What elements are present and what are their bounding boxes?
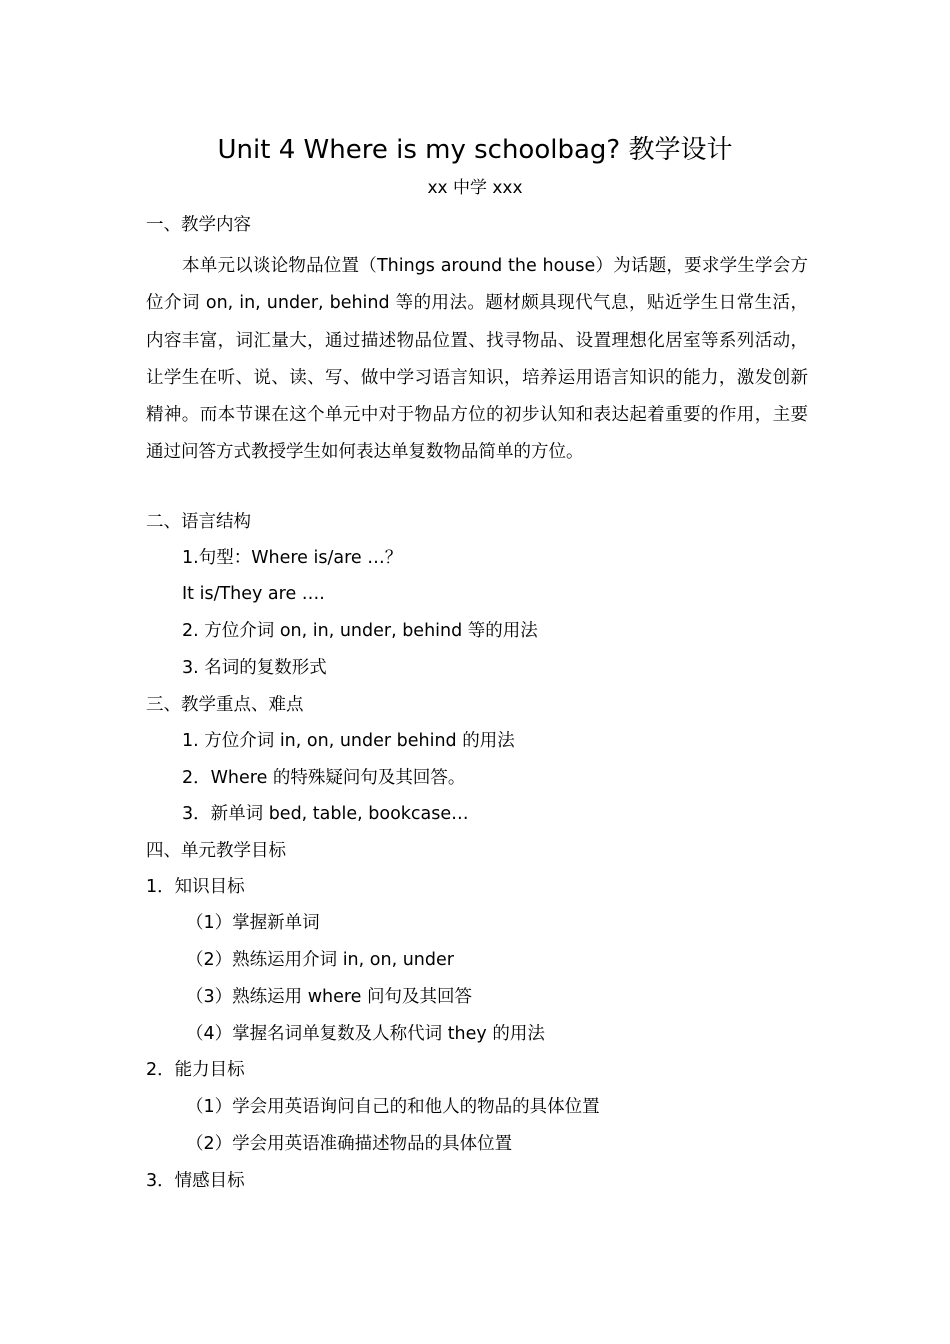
section-heading-objectives: 四、单元教学目标	[146, 841, 286, 861]
structure-item: It is/They are ….	[182, 584, 325, 604]
content-paragraph: 本单元以谈论物品位置（Things around the house）为话题，要求学生学会方位介词 on, in, under, behind 等的用法。题材颇具现代气息，贴近学生日常生活，内容丰富，词汇量大，通过描述物品位置、找寻物品、设置理想化居室等系列活动，让学生在听、说、读、写、做中学习语言知识，培养运用语言知识的能力，激发创新精神。而本节课在这个单元中对于物品方位的初步认知和表达起着重要的作用，主要通过问答方式教授学生如何表达单复数物品简单的方位。	[146, 256, 808, 463]
structure-item: 1.句型：Where is/are …？	[182, 548, 403, 568]
knowledge-item: （4）掌握名词单复数及人称代词 they 的用法	[186, 1024, 545, 1044]
document-title: Unit 4 Where is my schoolbag? 教学设计	[217, 135, 733, 165]
key-point-item: 1. 方位介词 in, on, under behind 的用法	[182, 731, 515, 751]
objective-heading-knowledge: 1．知识目标	[146, 877, 245, 897]
objective-heading-ability: 2．能力目标	[146, 1060, 245, 1080]
ability-item: （2）学会用英语准确描述物品的具体位置	[186, 1134, 513, 1154]
structure-item: 2. 方位介词 on, in, under, behind 等的用法	[182, 621, 538, 641]
knowledge-item: （2）熟练运用介词 in, on, under	[186, 950, 454, 970]
author-line: xx 中学 xxx	[427, 178, 523, 198]
knowledge-item: （1）掌握新单词	[186, 913, 320, 933]
section-heading-content: 一、教学内容	[146, 215, 251, 235]
section-heading-key-points: 三、教学重点、难点	[146, 695, 304, 715]
knowledge-item: （3）熟练运用 where 问句及其回答	[186, 987, 473, 1007]
objective-heading-emotion: 3．情感目标	[146, 1171, 245, 1191]
section-heading-structure: 二、语言结构	[146, 512, 251, 532]
key-point-item: 3．新单词 bed, table, bookcase…	[182, 804, 469, 824]
ability-item: （1）学会用英语询问自己的和他人的物品的具体位置	[186, 1097, 600, 1117]
key-point-item: 2．Where 的特殊疑问句及其回答。	[182, 768, 466, 788]
structure-item: 3. 名词的复数形式	[182, 658, 327, 678]
